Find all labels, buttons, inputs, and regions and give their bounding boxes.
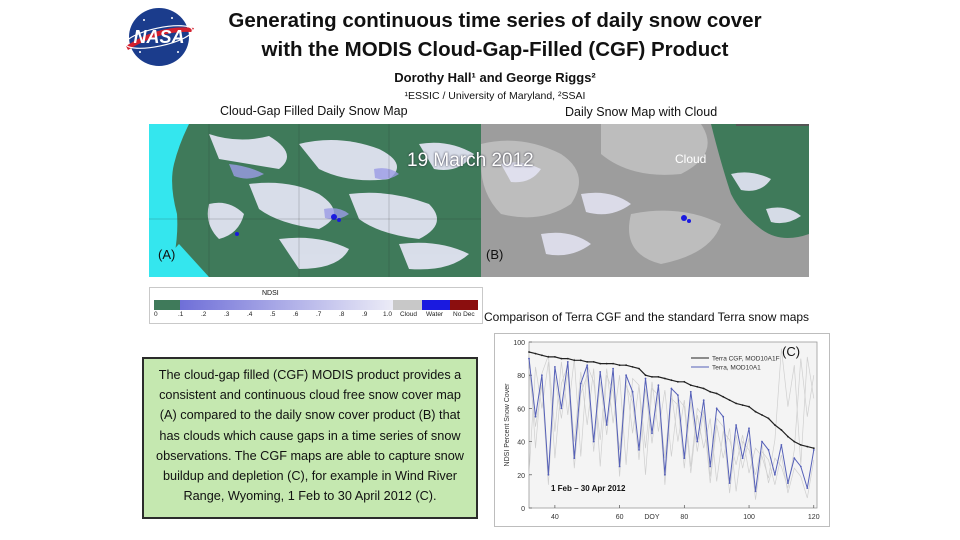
data-point — [606, 363, 608, 365]
data-point — [561, 408, 563, 410]
data-point — [554, 366, 556, 368]
legend-bar-land — [154, 300, 180, 310]
data-point — [664, 474, 666, 476]
data-point — [593, 441, 595, 443]
date-overlay: 19 March 2012 — [407, 150, 534, 171]
x-tick-label: 60 — [615, 514, 624, 521]
data-point — [645, 374, 647, 376]
y-tick-label: 40 — [517, 439, 525, 447]
data-point — [567, 358, 569, 360]
description-text: The cloud-gap filled (CGF) MODIS product provides a consistent and continuous cloud free snow cover map (A) compared to the daily snow cover product (B) that has clouds which cause gaps in a time series of snow observations. The CGF maps are able to capture snow buildup and depletion (C), for example in Wind River Range, Wyoming, 1 Feb to 30 April 2012 (C). — [156, 368, 464, 504]
data-point — [716, 408, 718, 410]
data-point — [645, 378, 647, 380]
data-point — [535, 353, 537, 355]
y-tick-label: 80 — [517, 373, 525, 381]
legend-tick: .7 — [316, 311, 322, 318]
y-axis-label: NDSI Percent Snow Cover — [504, 383, 511, 467]
data-point — [755, 411, 757, 413]
legend-tick: .9 — [362, 311, 368, 318]
data-point — [658, 376, 660, 378]
authors: Dorothy Hall¹ and George Riggs² — [394, 70, 596, 85]
data-point — [638, 449, 640, 451]
data-point — [696, 441, 698, 443]
data-point — [548, 474, 550, 476]
data-point — [651, 432, 653, 434]
page-title — [150, 6, 840, 64]
data-point — [761, 414, 763, 416]
data-point — [703, 388, 705, 390]
data-point — [548, 356, 550, 358]
data-point — [761, 441, 763, 443]
data-point — [658, 384, 660, 386]
legend-tick: 0 — [154, 311, 158, 318]
data-point — [683, 381, 685, 383]
data-point — [625, 364, 627, 366]
legend-tick: .4 — [247, 311, 253, 318]
data-point — [599, 363, 601, 365]
legend-tick: .6 — [293, 311, 299, 318]
data-point — [612, 368, 614, 370]
data-point — [612, 363, 614, 365]
data-point — [554, 356, 556, 358]
data-point — [703, 399, 705, 401]
right-map-title: Daily Snow Map with Cloud — [565, 105, 718, 119]
data-point — [800, 466, 802, 468]
legend-entry: Terra, MOD10A1 — [712, 364, 761, 372]
legend-tick: .8 — [339, 311, 345, 318]
data-point — [561, 358, 563, 360]
legend-bar-ramp — [180, 300, 393, 310]
data-point — [606, 424, 608, 426]
data-point — [729, 399, 731, 401]
data-point — [651, 376, 653, 378]
panel-label-a: (A) — [158, 247, 176, 262]
legend-tick: .3 — [224, 311, 230, 318]
data-point — [806, 446, 808, 448]
data-point — [722, 416, 724, 418]
data-point — [787, 482, 789, 484]
data-point — [722, 396, 724, 398]
data-point — [716, 393, 718, 395]
legend-tick: 1.0 — [383, 311, 393, 318]
data-point — [683, 457, 685, 459]
data-point — [619, 466, 621, 468]
data-point — [541, 374, 543, 376]
panel-label-c: (C) — [782, 344, 801, 359]
data-point — [573, 457, 575, 459]
data-point — [573, 359, 575, 361]
legend-tick: Cloud — [400, 311, 417, 318]
data-point — [671, 379, 673, 381]
data-point — [690, 391, 692, 393]
data-point — [528, 351, 530, 353]
left-map-title: Cloud-Gap Filled Daily Snow Map — [220, 104, 408, 118]
description-box — [142, 357, 478, 519]
data-point — [748, 406, 750, 408]
x-tick-label: 80 — [680, 514, 689, 521]
data-point — [793, 441, 795, 443]
x-tick-label: DOY — [644, 514, 660, 521]
data-point — [690, 384, 692, 386]
data-point — [793, 457, 795, 459]
data-point — [671, 388, 673, 390]
chart-annotation: 1 Feb – 30 Apr 2012 — [551, 484, 626, 493]
data-point — [632, 366, 634, 368]
x-tick-label: 40 — [550, 514, 559, 521]
data-point — [696, 386, 698, 388]
data-point — [586, 364, 588, 366]
data-point — [664, 378, 666, 380]
data-point — [774, 474, 776, 476]
data-point — [813, 449, 815, 451]
data-point — [625, 374, 627, 376]
legend-bar-nodec — [450, 300, 478, 310]
data-point — [580, 359, 582, 361]
map-cgf-snow — [149, 124, 481, 277]
comparison-caption: Comparison of Terra CGF and the standard Terra snow maps — [484, 310, 810, 324]
data-point — [813, 447, 815, 449]
snow-cover-chart — [494, 333, 830, 527]
data-point — [567, 361, 569, 363]
data-point — [580, 383, 582, 385]
data-point — [709, 391, 711, 393]
data-point — [535, 416, 537, 418]
data-point — [619, 364, 621, 366]
title-line-2: with the MODIS Cloud-Gap-Filled (CGF) Product — [261, 38, 729, 61]
map-daily-snow-with-cloud — [481, 124, 809, 277]
data-point — [742, 457, 744, 459]
data-point — [787, 436, 789, 438]
data-point — [748, 427, 750, 429]
data-point — [593, 361, 595, 363]
legend-bar-cloud — [393, 300, 422, 310]
data-point — [755, 491, 757, 493]
panel-label-b: (B) — [486, 247, 504, 262]
data-point — [768, 418, 770, 420]
y-tick-label: 0 — [521, 506, 525, 513]
y-tick-label: 60 — [517, 406, 525, 414]
data-point — [541, 354, 543, 356]
legend-tick: Water — [426, 311, 444, 318]
data-point — [632, 391, 634, 393]
y-tick-label: 20 — [517, 472, 525, 480]
data-point — [774, 424, 776, 426]
data-point — [729, 482, 731, 484]
legend-title: NDSI — [262, 290, 279, 297]
x-tick-label: 100 — [743, 514, 755, 521]
data-point — [781, 444, 783, 446]
data-point — [768, 449, 770, 451]
legend-tick: No Dec — [453, 311, 475, 318]
y-tick-label: 100 — [513, 340, 525, 347]
legend-tick: .1 — [178, 311, 184, 318]
affiliation: ¹ESSIC / University of Maryland, ²SSAI — [404, 90, 586, 102]
data-point — [742, 404, 744, 406]
data-point — [586, 361, 588, 363]
legend-tick: .2 — [201, 311, 207, 318]
data-point — [677, 381, 679, 383]
data-point — [800, 444, 802, 446]
data-point — [806, 487, 808, 489]
title-line-1: Generating continuous time series of daily snow cover — [228, 9, 762, 32]
x-tick-label: 120 — [807, 514, 820, 521]
cloud-label: Cloud — [675, 152, 707, 166]
legend-bar-water — [422, 300, 450, 310]
data-point — [781, 429, 783, 431]
legend-tick: .5 — [270, 311, 276, 318]
data-point — [599, 371, 601, 373]
data-point — [638, 368, 640, 370]
data-point — [735, 403, 737, 405]
data-point — [709, 466, 711, 468]
ndsi-legend — [149, 287, 483, 324]
data-point — [735, 424, 737, 426]
data-point — [677, 394, 679, 396]
data-point — [528, 358, 530, 360]
legend-entry: Terra CGF, MOD10A1F — [712, 355, 780, 363]
svg-text:NASA: NASA — [133, 27, 185, 47]
